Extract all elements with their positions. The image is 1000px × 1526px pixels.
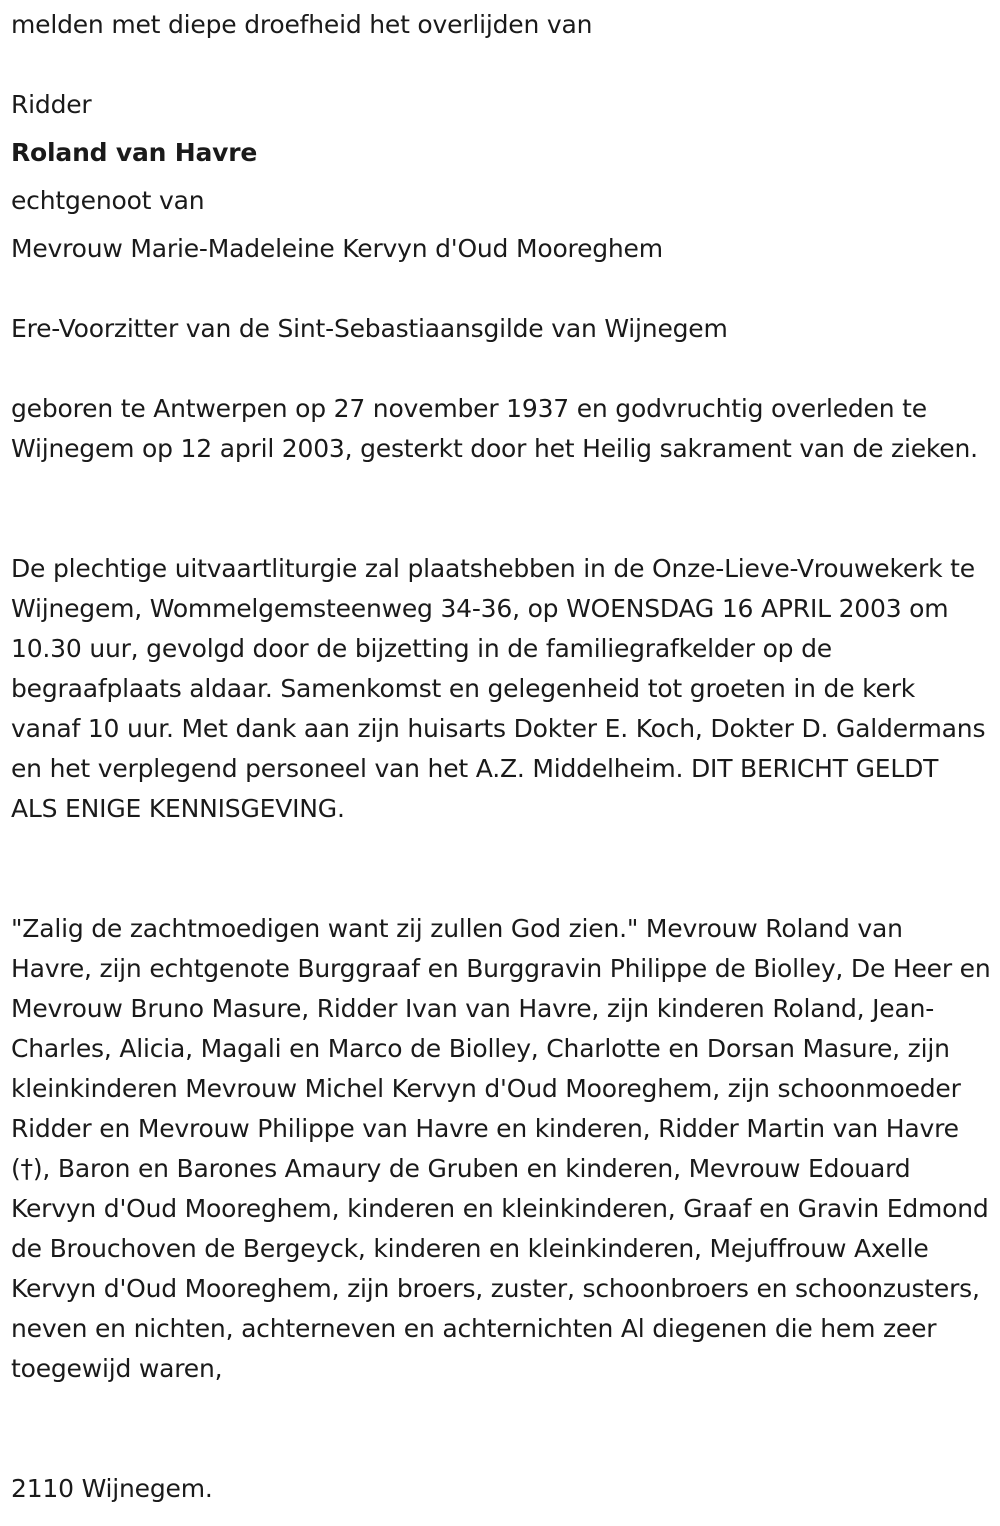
- spouse-name: Mevrouw Marie-Madeleine Kervyn d'Oud Mooreghem: [11, 234, 663, 263]
- birth-death-paragraph: geboren te Antwerpen op 27 november 1937 en godvruchtig overleden te Wijnegem op 12 april 2003, gesterkt door het Heilig sakrament van de zieken.: [11, 394, 978, 463]
- funeral-paragraph: De plechtige uitvaartliturgie zal plaatshebben in de Onze-Lieve-Vrouwekerk te Wijnegem, Wommelgemsteenweg 34-36, op WOENSDAG 16 APRIL 2003 om 10.30 uur, gevolgd door de bijzetting in de familiegrafkelder op de begraafplaats aldaar. Samenkomst en gelegenheid tot groeten in de kerk vanaf 10 uur. Met dank aan zijn huisarts Dokter E. Koch, Dokter D. Galdermans en het verplegend personeel van het A.Z. Middelheim. DIT BERICHT GELDT ALS ENIGE KENNISGEVING.: [11, 554, 986, 823]
- deceased-title: Ridder: [11, 90, 92, 119]
- spouse-label: echtgenoot van: [11, 186, 205, 215]
- honorary-title: Ere-Voorzitter van de Sint-Sebastiaansgilde van Wijnegem: [11, 314, 728, 343]
- address-text: 2110 Wijnegem.: [11, 1474, 213, 1503]
- deceased-name: Roland van Havre: [11, 138, 258, 167]
- family-paragraph: "Zalig de zachtmoedigen want zij zullen God zien." Mevrouw Roland van Havre, zijn echtgenote Burggraaf en Burggravin Philippe de Biolley, De Heer en Mevrouw Bruno Masure, Ridder Ivan van Havre, zijn kinderen Roland, Jean-Charles, Alicia, Magali en Marco de Biolley, Charlotte en Dorsan Masure, zijn kleinkinderen Mevrouw Michel Kervyn d'Oud Mooreghem, zijn schoonmoeder Ridder en Mevrouw Philippe van Havre en kinderen, Ridder Martin van Havre (†), Baron en Barones Amaury de Gruben en kinderen, Mevrouw Edouard Kervyn d'Oud Mooreghem, kinderen en kleinkinderen, Graaf en Gravin Edmond de Brouchoven de Bergeyck, kinderen en kleinkinderen, Mejuffrouw Axelle Kervyn d'Oud Mooreghem, zijn broers, zuster, schoonbroers en schoonzusters, neven en nichten, achterneven en achternichten Al diegenen die hem zeer toegewijd waren,: [11, 914, 991, 1383]
- intro-text: melden met diepe droefheid het overlijden van: [11, 10, 593, 39]
